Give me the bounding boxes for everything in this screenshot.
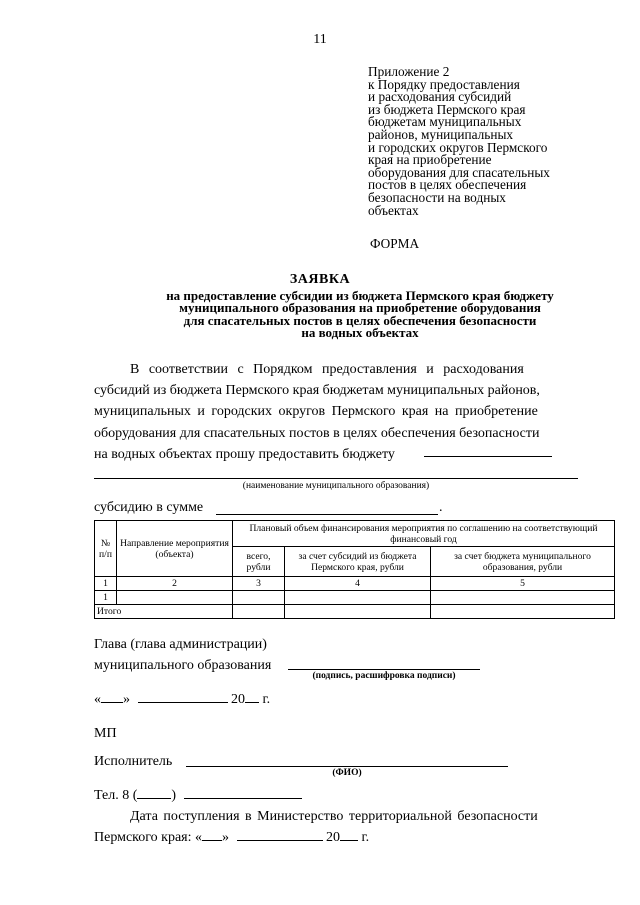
signature-caption: (подпись, расшифровка подписи) [312,671,456,681]
receipt-year: 20 [326,830,341,845]
subsidy-sum-fill-line[interactable] [216,514,438,515]
request-table [94,520,615,619]
col-municipal-header: за счет бюджета муниципального образования, рубли [431,547,615,577]
receipt-year-fill-line[interactable] [340,840,358,841]
index-cell: 2 [117,577,233,591]
subtitle-line: на водных объектах [301,325,419,341]
executor-fill-line[interactable] [186,766,508,767]
receipt-block [94,806,582,848]
appendix-line: края на приобретение [368,152,492,168]
appendix-line: постов в целях обеспечения [368,177,527,193]
head-line: Глава (глава администрации) [94,637,267,652]
year-fill-line[interactable] [245,702,259,703]
table-row [95,577,615,591]
appendix-line: и расходования субсидий [368,89,512,105]
regional-cell[interactable] [285,591,431,605]
date-open-quote: « [94,692,101,707]
appendix-line: безопасности на водных [368,189,506,205]
request-paragraph [94,359,582,465]
appendix-line: бюджетам муниципальных [368,114,522,130]
paragraph-line: на водных объектах прошу предоставить бюджету [94,446,395,462]
executor-label: Исполнитель [94,754,173,769]
form-label: ФОРМА [370,236,420,251]
total-cell[interactable] [233,591,285,605]
subsidy-sum-period: . [439,500,443,515]
date-year: 20 [231,692,245,707]
appendix-line: к Порядку предоставления [368,76,520,92]
phone-row [94,788,302,804]
receipt-prefix: Пермского края: « [94,830,203,845]
index-cell: 1 [95,577,117,591]
appendix-line: районов, муниципальных [368,126,514,142]
receipt-day-fill-line[interactable] [202,840,222,841]
appendix-line: из бюджета Пермского края [368,101,526,117]
col-direction-header: Направление мероприятия (объекта) [117,521,233,577]
page-number: 11 [313,32,327,47]
total-municipal-cell[interactable] [431,605,615,619]
table-row [95,605,615,619]
budget-fill-line[interactable] [424,456,552,457]
date-row [94,692,270,708]
month-fill-line[interactable] [138,702,228,703]
phone-number-fill-line[interactable] [184,798,302,799]
col-num-header: № п/п [95,521,117,577]
municipal-cell[interactable] [431,591,615,605]
index-cell: 5 [431,577,615,591]
municipality-caption: (наименование муниципального образования) [242,481,430,491]
phone-code-fill-line[interactable] [137,798,171,799]
receipt-suffix: г. [361,830,370,845]
receipt-month-fill-line[interactable] [237,840,323,841]
document-subtitle [80,290,640,340]
date-suffix: г. [262,692,271,707]
appendix-line: оборудования для спасательных [368,164,550,180]
phone-label: Тел. 8 ( [94,788,138,803]
total-regional-cell[interactable] [285,605,431,619]
paragraph-line: оборудования для спасательных постов в целях обеспечения безопасности [94,425,540,441]
total-label-cell: Итого [95,605,233,619]
paragraph-line: В соответствии с Порядком предоставления и расходования [130,362,524,377]
index-cell: 4 [285,577,431,591]
receipt-line: Дата поступления в Министерство территориальной безопасности [130,809,538,824]
col-planned-header: Плановый объем финансирования мероприятия по соглашению на соответствующий финансовый год [233,521,615,547]
phone-close-paren: ) [171,788,177,803]
head-line: муниципального образования [94,658,272,673]
appendix-block [368,66,618,217]
total-sum-cell[interactable] [233,605,285,619]
row-num-cell: 1 [95,591,117,605]
paragraph-line: муниципальных и городских округов Пермского края на приобретение [94,404,538,420]
appendix-line: Приложение 2 [368,64,450,79]
appendix-line: и городских округов Пермского [368,139,548,155]
table-row [95,591,615,605]
subtitle-line: для спасательных постов в целях обеспечения безопасности [183,312,537,328]
index-cell: 3 [233,577,285,591]
subtitle-line: на предоставление субсидии из бюджета Пермского края бюджету [166,288,554,303]
paragraph-line: субсидий из бюджета Пермского края бюджетам муниципальных районов, [94,383,540,399]
fio-caption: (ФИО) [332,768,362,778]
col-regional-header: за счет субсидий из бюджета Пермского края, рубли [285,547,431,577]
receipt-close-quote: » [222,830,230,845]
day-fill-line[interactable] [101,702,123,703]
date-close-quote: » [123,692,130,707]
subsidy-sum-label: субсидию в сумме [94,500,204,515]
direction-cell[interactable] [117,591,233,605]
document-title: ЗАЯВКА [289,272,351,287]
subtitle-line: муниципального образования на приобретение оборудования [179,300,541,316]
appendix-line: объектах [368,202,419,218]
col-total-header: всего, рубли [233,547,285,577]
seal-label: МП [94,726,117,741]
municipality-fill-line[interactable] [94,478,578,479]
head-block [94,634,271,676]
signature-fill-line[interactable] [288,669,480,670]
receipt-date-row [94,827,582,848]
